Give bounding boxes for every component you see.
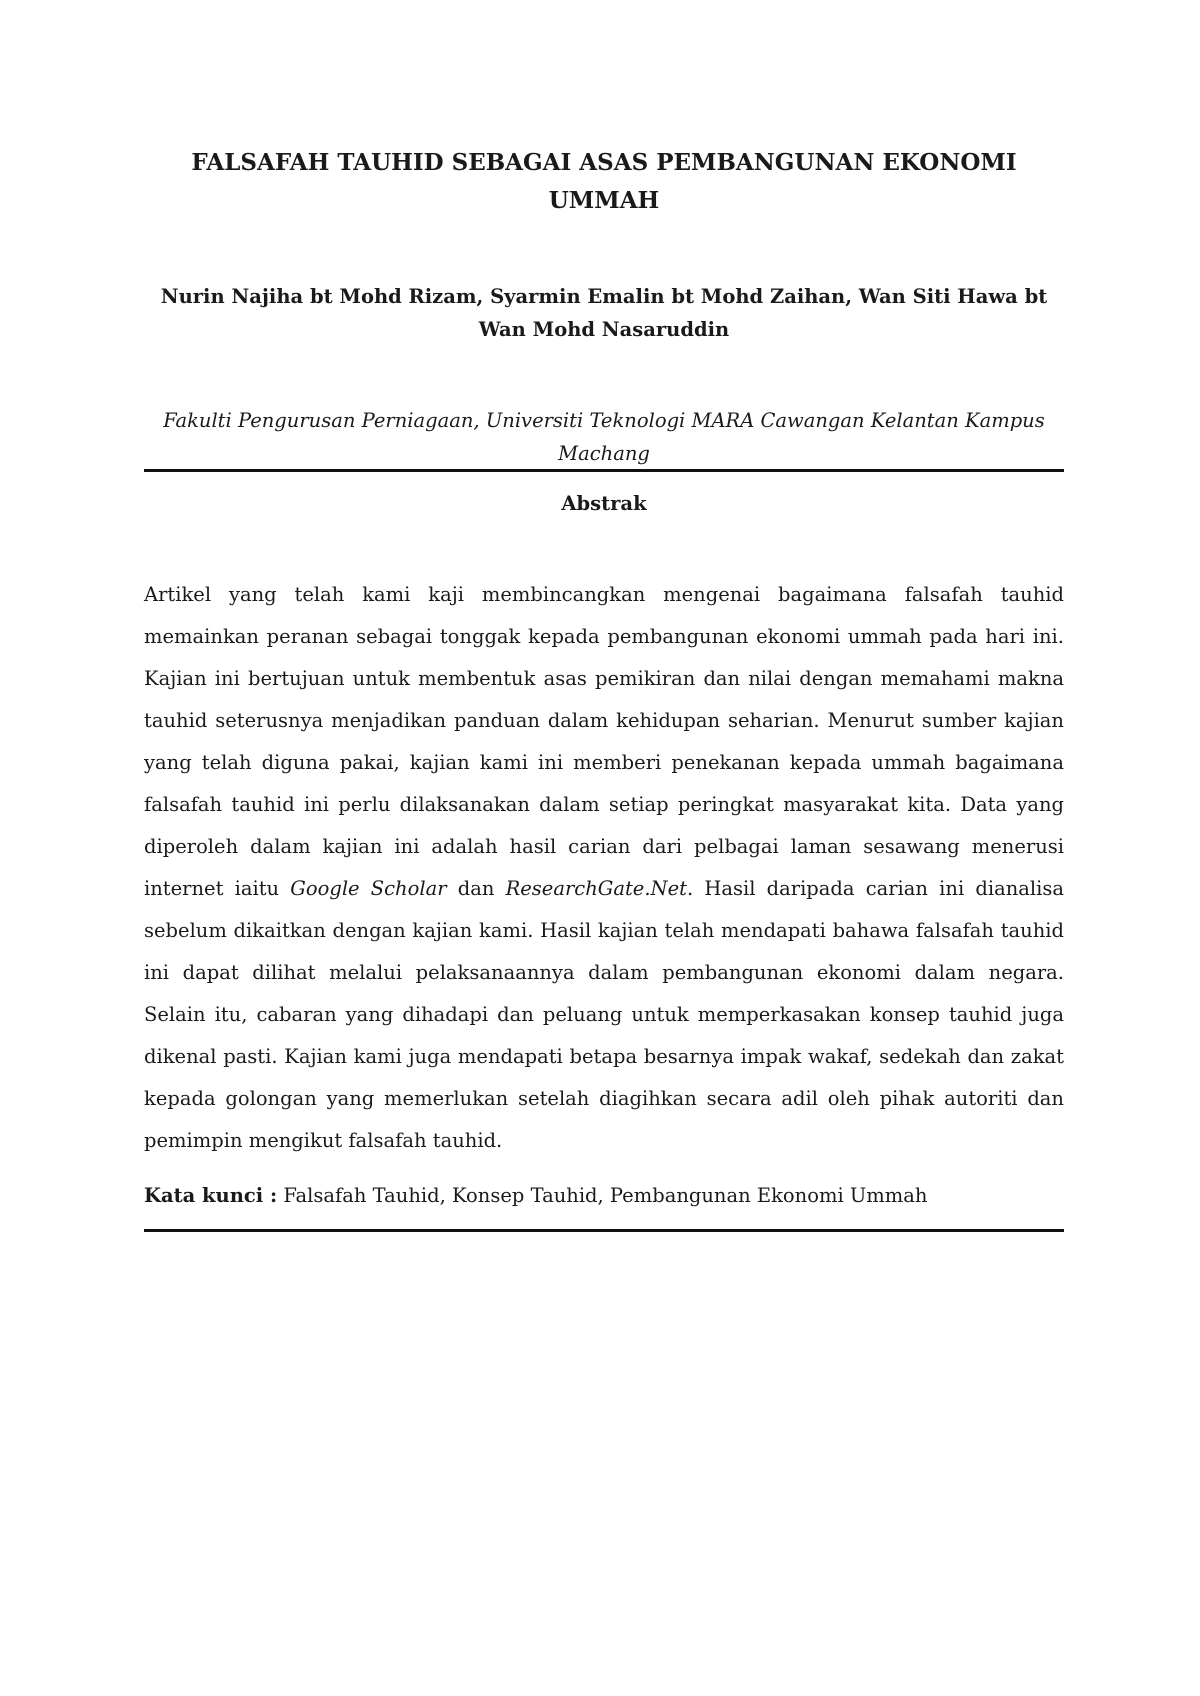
abstract-text-part2: dan — [446, 877, 506, 900]
abstract-body — [144, 574, 1064, 1162]
source-google-scholar: Google Scholar — [290, 877, 447, 900]
source-researchgate: ResearchGate.Net — [505, 877, 687, 900]
keywords-line — [144, 1179, 1064, 1212]
affiliation: Fakulti Pengurusan Perniagaan, Universiti Teknologi MARA Cawangan Kelantan Kampus Machang — [163, 409, 1045, 465]
keywords-label: Kata kunci : — [144, 1184, 278, 1207]
paper-title: FALSAFAH TAUHID SEBAGAI ASAS PEMBANGUNAN EKONOMI UMMAH — [191, 149, 1017, 214]
abstract-heading: Abstrak — [561, 492, 647, 515]
bottom-divider — [144, 1229, 1064, 1232]
top-divider — [144, 469, 1064, 472]
abstract-text-part1: Artikel yang telah kami kaji membincangkan mengenai bagaimana falsafah tauhid memainkan peranan sebagai tonggak kepada pembangunan ekonomi ummah pada hari ini. Kajian ini bertujuan untuk membentuk asas pemikiran dan nilai dengan memahami makna tauhid seterusnya menjadikan panduan dalam kehidupan seharian. Menurut sumber kajian yang telah diguna pakai, kajian kami ini memberi penekanan kepada ummah bagaimana falsafah tauhid ini perlu dilaksanakan dalam setiap peringkat masyarakat kita. Data yang diperoleh dalam kajian ini adalah hasil carian dari pelbagai laman sesawang menerusi internet iaitu — [144, 583, 1064, 900]
author-list: Nurin Najiha bt Mohd Rizam, Syarmin Emalin bt Mohd Zaihan, Wan Siti Hawa bt Wan Mohd Nasaruddin — [160, 285, 1048, 341]
keywords-list: Falsafah Tauhid, Konsep Tauhid, Pembangunan Ekonomi Ummah — [277, 1184, 928, 1207]
abstract-text-part3: . Hasil daripada carian ini dianalisa sebelum dikaitkan dengan kajian kami. Hasil kajian telah mendapati bahawa falsafah tauhid ini dapat dilihat melalui pelaksanaannya dalam pembangunan ekonomi dalam negara. Selain itu, cabaran yang dihadapi dan peluang untuk memperkasakan konsep tauhid juga dikenal pasti. Kajian kami juga mendapati betapa besarnya impak wakaf, sedekah dan zakat kepada golongan yang memerlukan setelah diagihkan secara adil oleh pihak autoriti dan pemimpin mengikut falsafah tauhid. — [144, 877, 1064, 1152]
